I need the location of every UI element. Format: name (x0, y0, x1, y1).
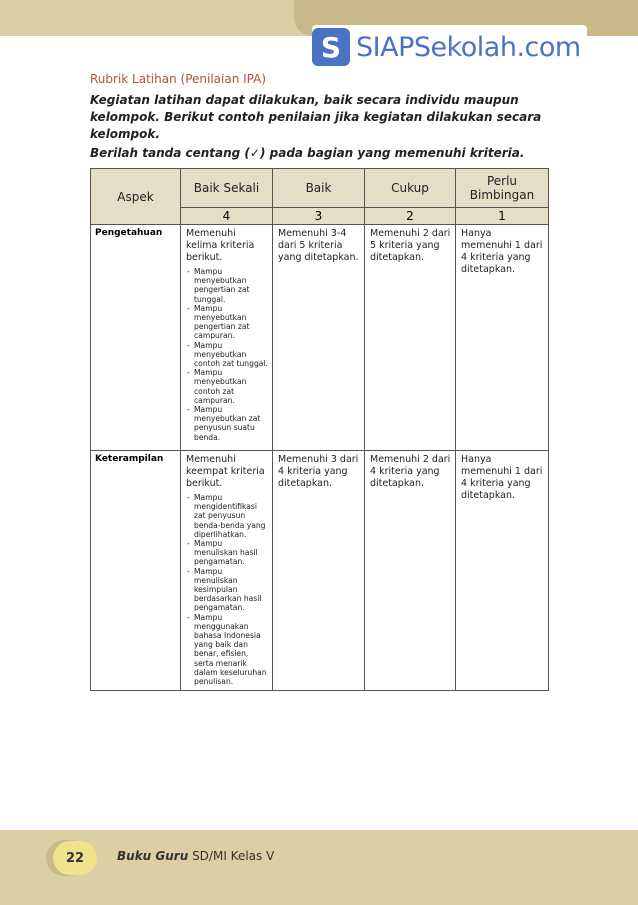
criteria-list (186, 493, 268, 686)
header-perlu-bimbingan: Perlu Bimbingan (456, 169, 549, 208)
instruction-paragraph: Kegiatan latihan dapat dilakukan, baik secara individu maupun kelompok. Berikut contoh penilaian jika kegiatan dilakukan secara kelompok. (90, 93, 542, 141)
book-title-bold: Buku Guru (117, 849, 189, 863)
score-3: 3 (273, 208, 365, 225)
table-header-row (91, 169, 549, 208)
page-content (90, 72, 548, 691)
cell-baik-sekali (181, 225, 273, 451)
book-title-rest: SD/MI Kelas V (188, 849, 275, 863)
page-number: 22 (53, 841, 97, 875)
list-item: - Mampu menggunakan bahasa Indonesia yang baik dan benar, efisien, serta menarik dalam keseluruhan penulisan. (186, 613, 268, 687)
list-item: - Mampu menyebutkan pengertian zat campuran. (186, 304, 268, 341)
cell-cukup (365, 451, 456, 691)
list-item: - Mampu menyebutkan contoh zat tunggal. (186, 341, 268, 369)
checkmark-instruction: Berilah tanda centang (✓) pada bagian yang memenuhi kriteria. (90, 146, 525, 160)
cell-baik-sekali (181, 451, 273, 691)
cell-baik (273, 225, 365, 451)
book-title (117, 849, 274, 863)
list-item: - Mampu mengidentifikasi zat penyusun benda-benda yang diperlihatkan. (186, 493, 268, 539)
cell-text: Memenuhi 2 dari 4 kriteria yang ditetapkan. (370, 454, 451, 489)
criteria-list (186, 267, 268, 442)
watermark-logo (312, 25, 587, 69)
cell-text: Hanya memenuhi 1 dari 4 kriteria yang ditetapkan. (461, 228, 543, 275)
list-item: - Mampu menyebutkan pengertian zat tunggal. (186, 267, 268, 304)
list-item: - Mampu menuliskan kesimpulan berdasarkan hasil pengamatan. (186, 567, 268, 613)
criteria-lead: Memenuhi keempat kriteria berikut. (186, 454, 265, 489)
logo-text: SIAPSekolah.com (356, 31, 581, 63)
aspek-pengetahuan: Pengetahuan (91, 225, 181, 451)
criteria-lead: Memenuhi kelima kriteria berikut. (186, 228, 255, 263)
header-baik-sekali: Baik Sekali (181, 169, 273, 208)
aspek-keterampilan: Keterampilan (91, 451, 181, 691)
table-row (91, 451, 549, 691)
cell-perlu-bimbingan (456, 451, 549, 691)
score-1: 1 (456, 208, 549, 225)
score-4: 4 (181, 208, 273, 225)
cell-perlu-bimbingan (456, 225, 549, 451)
list-item: - Mampu menuliskan hasil pengamatan. (186, 539, 268, 567)
cell-text: Memenuhi 3-4 dari 5 kriteria yang ditetapkan. (278, 228, 359, 263)
header-cukup: Cukup (365, 169, 456, 208)
rubric-table (90, 168, 549, 691)
header-aspek: Aspek (91, 169, 181, 225)
cell-text: Memenuhi 2 dari 5 kriteria yang ditetapkan. (370, 228, 451, 263)
cell-cukup (365, 225, 456, 451)
header-baik: Baik (273, 169, 365, 208)
rubric-title: Rubrik Latihan (Penilaian IPA) (90, 72, 267, 86)
score-2: 2 (365, 208, 456, 225)
list-item: - Mampu menyebutkan contoh zat campuran. (186, 368, 268, 405)
table-row (91, 225, 549, 451)
list-item: - Mampu menyebutkan zat penyusun suatu benda. (186, 405, 268, 442)
cell-text: Hanya memenuhi 1 dari 4 kriteria yang ditetapkan. (461, 454, 543, 501)
cell-baik (273, 451, 365, 691)
footer-band (0, 830, 638, 905)
cell-text: Memenuhi 3 dari 4 kriteria yang ditetapkan. (278, 454, 359, 489)
logo-s-icon: S (312, 28, 350, 66)
